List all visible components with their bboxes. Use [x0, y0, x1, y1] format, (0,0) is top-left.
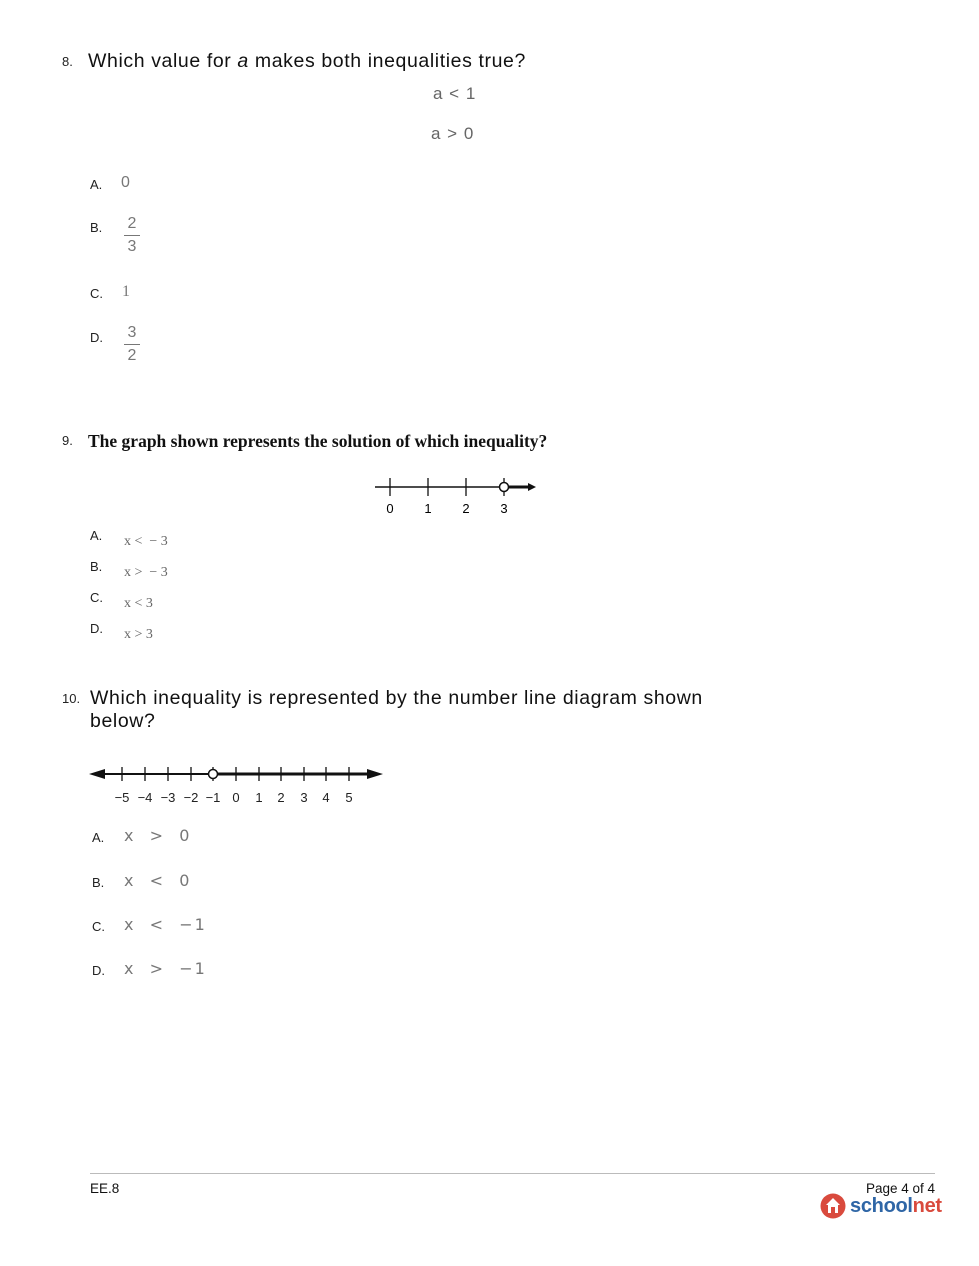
q10-option-d-letter[interactable]: D.: [92, 963, 105, 978]
q8-question-text: [88, 50, 526, 73]
q9-number-line: [370, 470, 545, 520]
q8-option-d-numerator: 3: [127, 324, 137, 341]
q8-option-d-fraction[interactable]: [124, 323, 140, 366]
q10-option-a-value[interactable]: x > 0: [124, 826, 192, 845]
q9-label: 1: [424, 501, 432, 516]
logo-wordmark: [850, 1195, 942, 1218]
schoolnet-logo: [820, 1193, 942, 1219]
q10-arrow-right-icon: [367, 769, 383, 779]
q9-option-d-letter[interactable]: D.: [90, 621, 103, 636]
q10-text-line1: Which inequality is represented by the number line diagram shown: [90, 687, 703, 709]
q8-text-before: Which value for: [88, 50, 238, 72]
q9-option-a-letter[interactable]: A.: [90, 528, 103, 543]
q8-text-after: makes both inequalities true?: [248, 50, 526, 72]
q8-inequality-2: a > 0: [431, 124, 475, 143]
q9-arrow-right-icon: [528, 483, 536, 491]
q10-number-line: [85, 758, 390, 808]
q8-variable: a: [237, 50, 249, 72]
q10-label: −3: [160, 790, 176, 805]
q9-label: 3: [500, 501, 508, 516]
q9-option-a-value[interactable]: x < − 3: [124, 534, 168, 549]
q10-label: −4: [137, 790, 153, 805]
q10-label: 3: [300, 790, 308, 805]
q8-option-a-letter[interactable]: A.: [90, 177, 103, 192]
q9-number: 9.: [62, 433, 73, 448]
q8-option-b-numerator: 2: [127, 215, 137, 232]
fraction-bar: [124, 344, 140, 345]
q10-label: 4: [322, 790, 330, 805]
q10-label: −2: [183, 790, 199, 805]
footer-standard-code: EE.8: [90, 1181, 120, 1196]
q8-option-c-letter[interactable]: C.: [90, 286, 103, 301]
q10-label: 0: [232, 790, 240, 805]
q10-open-circle: [209, 770, 218, 779]
q8-inequality-1: a < 1: [433, 84, 477, 103]
q10-number: 10.: [62, 691, 81, 706]
footer-divider: [90, 1173, 935, 1174]
fraction-bar: [124, 235, 140, 236]
q9-option-b-letter[interactable]: B.: [90, 559, 103, 574]
q10-label: 5: [345, 790, 353, 805]
q9-question-text: The graph shown represents the solution of which inequality?: [88, 431, 548, 451]
footer-page-number: Page 4 of 4: [865, 1181, 935, 1196]
q10-option-b-value[interactable]: x < 0: [124, 871, 192, 890]
q10-arrow-left-icon: [89, 769, 105, 779]
q10-label: −5: [114, 790, 130, 805]
q10-label: 2: [277, 790, 285, 805]
q9-option-d-value[interactable]: x > 3: [124, 627, 153, 642]
q8-option-c-value[interactable]: 1: [122, 283, 130, 300]
q10-question-text: [90, 687, 703, 733]
q9-option-b-value[interactable]: x > − 3: [124, 565, 168, 580]
q8-option-d-denominator: 2: [127, 347, 137, 364]
q9-label: 0: [386, 501, 394, 516]
q8-option-a-value[interactable]: 0: [121, 174, 130, 191]
q8-number: 8.: [62, 54, 73, 69]
q9-option-c-letter[interactable]: C.: [90, 590, 103, 605]
q8-option-d-letter[interactable]: D.: [90, 330, 103, 345]
q10-option-a-letter[interactable]: A.: [92, 830, 105, 845]
q10-option-c-letter[interactable]: C.: [92, 919, 105, 934]
q8-option-b-denominator: 3: [127, 238, 137, 255]
q10-option-d-value[interactable]: x > −1: [124, 959, 207, 978]
q10-option-c-value[interactable]: x < −1: [124, 915, 207, 934]
logo-net: net: [912, 1194, 942, 1217]
house-icon: [820, 1193, 846, 1219]
q9-option-c-value[interactable]: x < 3: [124, 596, 153, 611]
q10-label: −1: [205, 790, 221, 805]
q10-label: 1: [255, 790, 263, 805]
q8-option-b-fraction[interactable]: [124, 214, 140, 257]
q8-option-b-letter[interactable]: B.: [90, 220, 103, 235]
q10-option-b-letter[interactable]: B.: [92, 875, 105, 890]
q10-text-line2: below?: [90, 710, 156, 732]
q9-label: 2: [462, 501, 470, 516]
logo-school: school: [850, 1194, 913, 1217]
q9-open-circle: [500, 483, 509, 492]
